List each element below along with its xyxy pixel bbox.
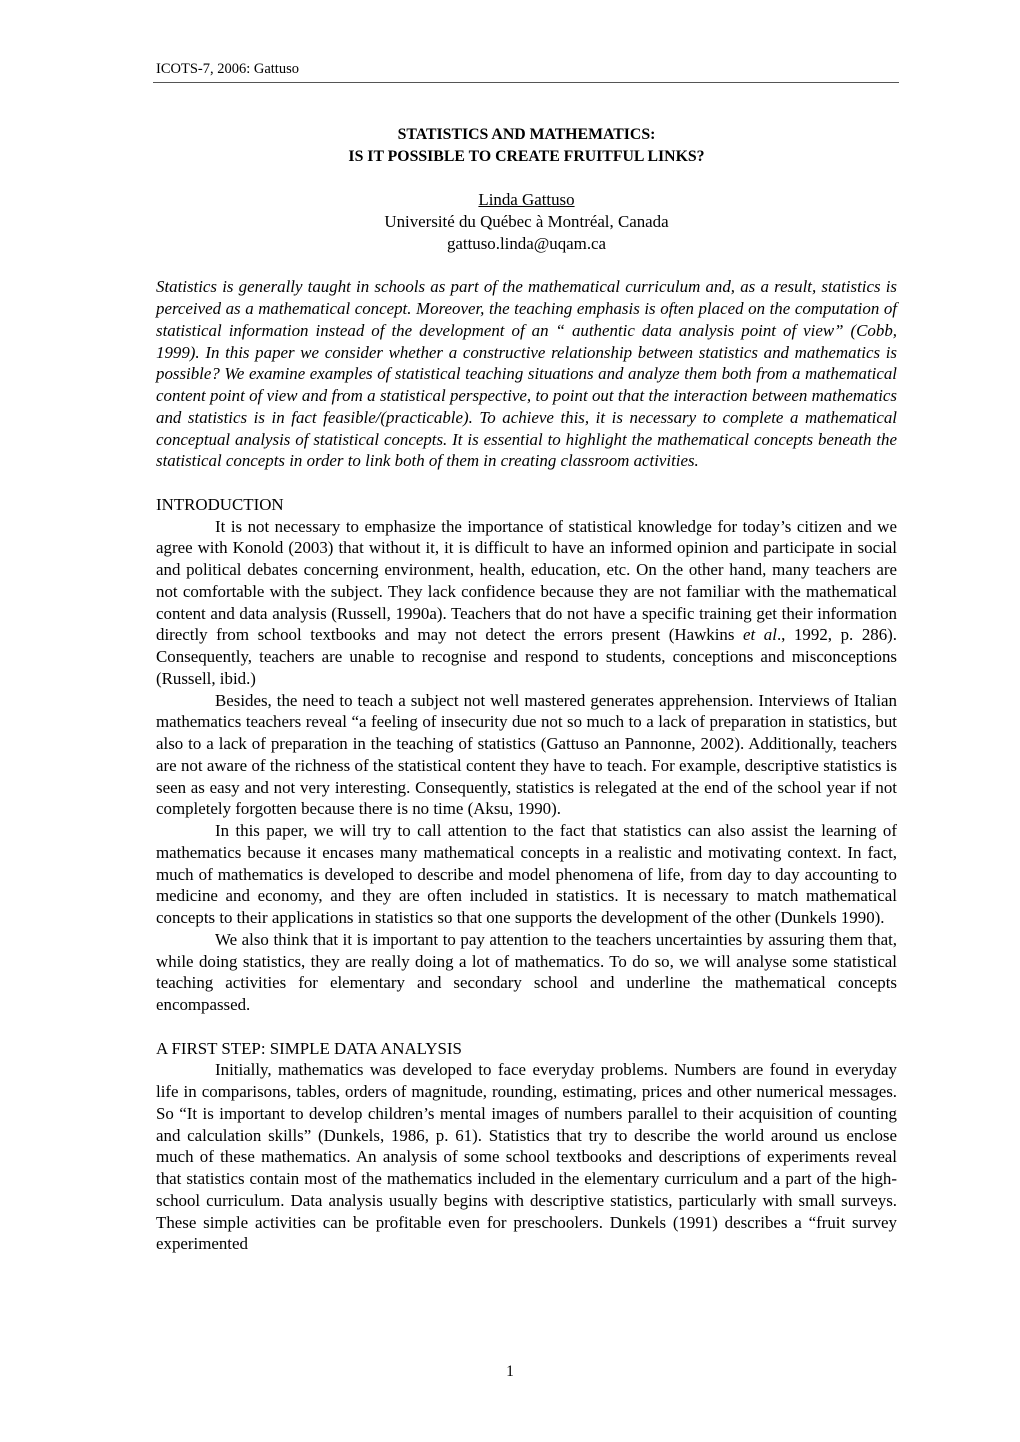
author-name: Linda Gattuso — [478, 190, 575, 210]
text-run: ., 1992, p. 286). Consequently, teachers are unable to recognise and respond to students, conceptions and misconceptions (Russell, ibid.) — [156, 625, 897, 688]
intro-paragraph-3: In this paper, we will try to call attention to the fact that statistics can also assist the learning of mathematics because it encases many mathematical concepts in a realistic and motivating context. In fact, much of mathematics is developed to describe and model phenomena of life, from day to day accounting to medicine and economy, and they are often included in statistics. It is necessary to match mathematical concepts to their applications in statistics so that one supports the development of the other (Dunkels 1990). — [156, 821, 897, 927]
section-heading-first-step: A FIRST STEP: SIMPLE DATA ANALYSIS — [156, 1038, 462, 1058]
title-line-1: STATISTICS AND MATHEMATICS: — [397, 126, 656, 143]
intro-paragraph-4: We also think that it is important to pay attention to the teachers uncertainties by assuring them that, while doing statistics, they are really doing a lot of mathematics. To do so, we will analyse some statistical teaching activities for elementary and secondary school and underline the mathematical concepts encompassed. — [156, 929, 897, 1014]
page-content — [156, 124, 897, 1255]
first-step-paragraph-1: Initially, mathematics was developed to face everyday problems. Numbers are found in everyday life in comparisons, tables, orders of magnitude, rounding, estimating, prices and other numerical messages. So “It is important to develop children’s mental images of numbers parallel to their acquisition of counting and calculation skills” (Dunkels, 1986, p. 61). Statistics that try to describe the world around us enclose much of these mathematics. An analysis of some school textbooks and descriptions of experiments reveal that statistics contain most of the mathematics included in the elementary curriculum and a part of the high-school curriculum. Data analysis usually begins with descriptive statistics, particularly with small surveys. These simple activities can be profitable even for preschoolers. Dunkels (1991) describes a “fruit survey experimented — [156, 1060, 897, 1254]
running-head: ICOTS-7, 2006: Gattuso — [156, 61, 299, 77]
paper-title — [156, 124, 897, 168]
author-block — [156, 189, 897, 254]
header-rule — [153, 82, 899, 83]
title-line-2: IS IT POSSIBLE TO CREATE FRUITFUL LINKS? — [348, 147, 705, 165]
author-affiliation: Université du Québec à Montréal, Canada — [384, 212, 669, 231]
page-number: 1 — [506, 1363, 514, 1380]
italic-run: et al — [743, 625, 777, 645]
text-run: It is not necessary to emphasize the importance of statistical knowledge for today’s citizen and we agree with Konold (2003) that without it, it is difficult to have an informed opinion and participate in social and political debates concerning environment, health, education, etc. On the other hand, many teachers are not comfortable with the subject. They lack confidence because they are not familiar with the mathematical content and data analysis (Russell, 1990a). Teachers that do not have a specific training get their information directly from school textbooks and may not detect the errors present (Hawkins — [156, 516, 897, 645]
intro-paragraph-1 — [156, 516, 897, 690]
author-email: gattuso.linda@uqam.ca — [446, 233, 607, 253]
abstract: Statistics is generally taught in schools as part of the mathematical curriculum and, as a result, statistics is perceived as a mathematical concept. Moreover, the teaching emphasis is often placed on the computation of statistical information instead of the development of an “ authentic data analysis point of view” (Cobb, 1999). In this paper we consider whether a constructive relationship between statistics and mathematics is possible? We examine examples of statistical teaching situations and analyze them both from a mathematical content point of view and from a statistical perspective, to point out that the interaction between mathematics and statistics is in fact feasible/(practicable). To achieve this, it is necessary to complete a mathematical conceptual analysis of statistical concepts. It is essential to highlight the mathematical concepts beneath the statistical concepts in order to link both of them in creating classroom activities. — [156, 277, 897, 471]
intro-paragraph-2: Besides, the need to teach a subject not well mastered generates apprehension. Interviews of Italian mathematics teachers reveal “a feeling of insecurity due not so much to a lack of preparation in statistics, but also to a lack of preparation in the teaching of statistics (Gattuso an Pannonne, 2002). Additionally, teachers are not aware of the richness of the statistical content they have to teach. For example, descriptive statistics is seen as easy and not very interesting. Consequently, statistics is relegated at the end of the school year if not completely forgotten because there is no time (Aksu, 1990). — [156, 690, 897, 819]
section-heading-introduction: INTRODUCTION — [156, 494, 284, 514]
